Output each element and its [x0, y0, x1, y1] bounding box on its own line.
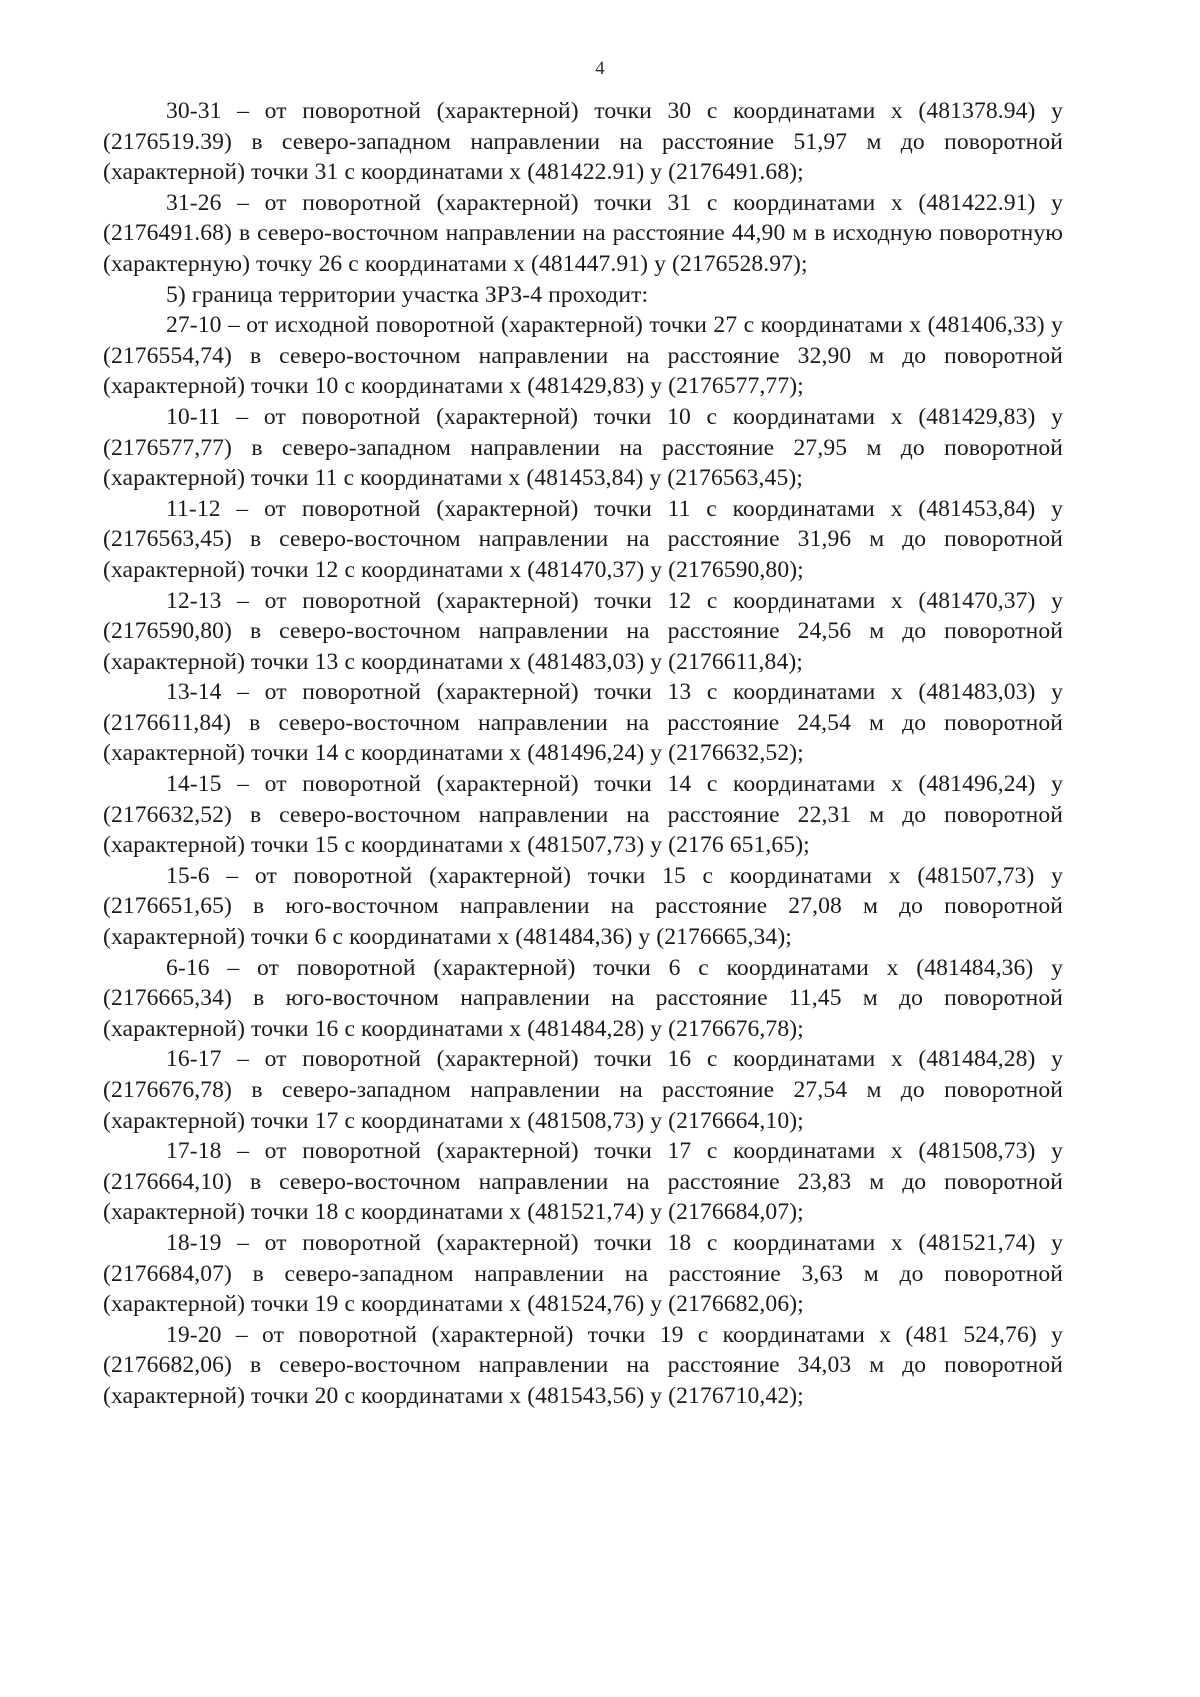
paragraph-segment-11-12: 11-12 – от поворотной (характерной) точки 11 с координатами х (481453,84) у (2176563,45) в северо-восточном направлении на расстояние 31,96 м до поворотной (характерной) точки 12 с координатами х (481470,37) у (2176590,80); [103, 495, 1063, 583]
paragraph-segment-10-11: 10-11 – от поворотной (характерной) точки 10 с координатами х (481429,83) у (2176577,77) в северо-западном направлении на расстояние 27,95 м до поворотной (характерной) точки 11 с координатами х (481453,84) у (2176563,45); [103, 403, 1063, 492]
paragraph-segment-30-31: 30-31 – от поворотной (характерной) точки 30 с координатами х (481378.94) у (2176519.39) в северо-западном направлении на расстояние 51,97 м до поворотной (характерной) точки 31 с координатами х (481422.91) у (2176491.68); [103, 98, 1063, 186]
document-body [103, 96, 1063, 1412]
paragraph-segment-31-26: 31-26 – от поворотной (характерной) точки 31 с координатами х (481422.91) у (2176491.68) в северо-восточном направлении на расстояние 44,90 м в исходную поворотную (характерную) точку 26 с координатами х (481447.91) у (2176528.97); [103, 189, 1063, 277]
paragraph-segment-6-16: 6-16 – от поворотной (характерной) точки 6 с координатами х (481484,36) у (2176665,34) в юго-восточном направлении на расстояние 11,45 м до поворотной (характерной) точки 16 с координатами х (481484,28) у (2176676,78); [103, 954, 1063, 1042]
paragraph-segment-14-15: 14-15 – от поворотной (характерной) точки 14 с координатами х (481496,24) у (2176632,52) в северо-восточном направлении на расстояние 22,31 м до поворотной (характерной) точки 15 с координатами х (481507,73) у (2176 651,65); [103, 771, 1063, 859]
paragraph-segment-27-10: 27-10 – от исходной поворотной (характерной) точки 27 с координатами х (481406,33) у (2176554,74) в северо-восточном направлении на расстояние 32,90 м до поворотной (характерной) точки 10 с координатами х (481429,83) у (2176577,77); [103, 312, 1063, 400]
paragraph-segment-13-14: 13-14 – от поворотной (характерной) точки 13 с координатами х (481483,03) у (2176611,84) в северо-восточном направлении на расстояние 24,54 м до поворотной (характерной) точки 14 с координатами х (481496,24) у (2176632,52); [103, 679, 1063, 767]
paragraph-segment-18-19: 18-19 – от поворотной (характерной) точки 18 с координатами х (481521,74) у (2176684,07) в северо-западном направлении на расстояние 3,63 м до поворотной (характерной) точки 19 с координатами х (481524,76) у (2176682,06); [103, 1229, 1063, 1318]
page-number: 4 [595, 58, 605, 79]
paragraph-segment-16-17: 16-17 – от поворотной (характерной) точки 16 с координатами х (481484,28) у (2176676,78) в северо-западном направлении на расстояние 27,54 м до поворотной (характерной) точки 17 с координатами х (481508,73) у (2176664,10); [103, 1046, 1063, 1134]
paragraph-segment-17-18: 17-18 – от поворотной (характерной) точки 17 с координатами х (481508,73) у (2176664,10) в северо-восточном направлении на расстояние 23,83 м до поворотной (характерной) точки 18 с координатами х (481521,74) у (2176684,07); [103, 1138, 1063, 1226]
paragraph-segment-19-20: 19-20 – от поворотной (характерной) точки 19 с координатами х (481 524,76) у (2176682,06) в северо-восточном направлении на расстояние 34,03 м до поворотной (характерной) точки 20 с координатами х (481543,56) у (2176710,42); [103, 1321, 1063, 1409]
paragraph-segment-15-6: 15-6 – от поворотной (характерной) точки 15 с координатами х (481507,73) у (2176651,65) в юго-восточном направлении на расстояние 27,08 м до поворотной (характерной) точки 6 с координатами х (481484,36) у (2176665,34); [103, 862, 1063, 951]
paragraph-zrz-4-heading: 5) граница территории участка ЗРЗ-4 проходит: [166, 281, 649, 308]
paragraph-segment-12-13: 12-13 – от поворотной (характерной) точки 12 с координатами х (481470,37) у (2176590,80) в северо-восточном направлении на расстояние 24,56 м до поворотной (характерной) точки 13 с координатами х (481483,03) у (2176611,84); [103, 587, 1063, 675]
